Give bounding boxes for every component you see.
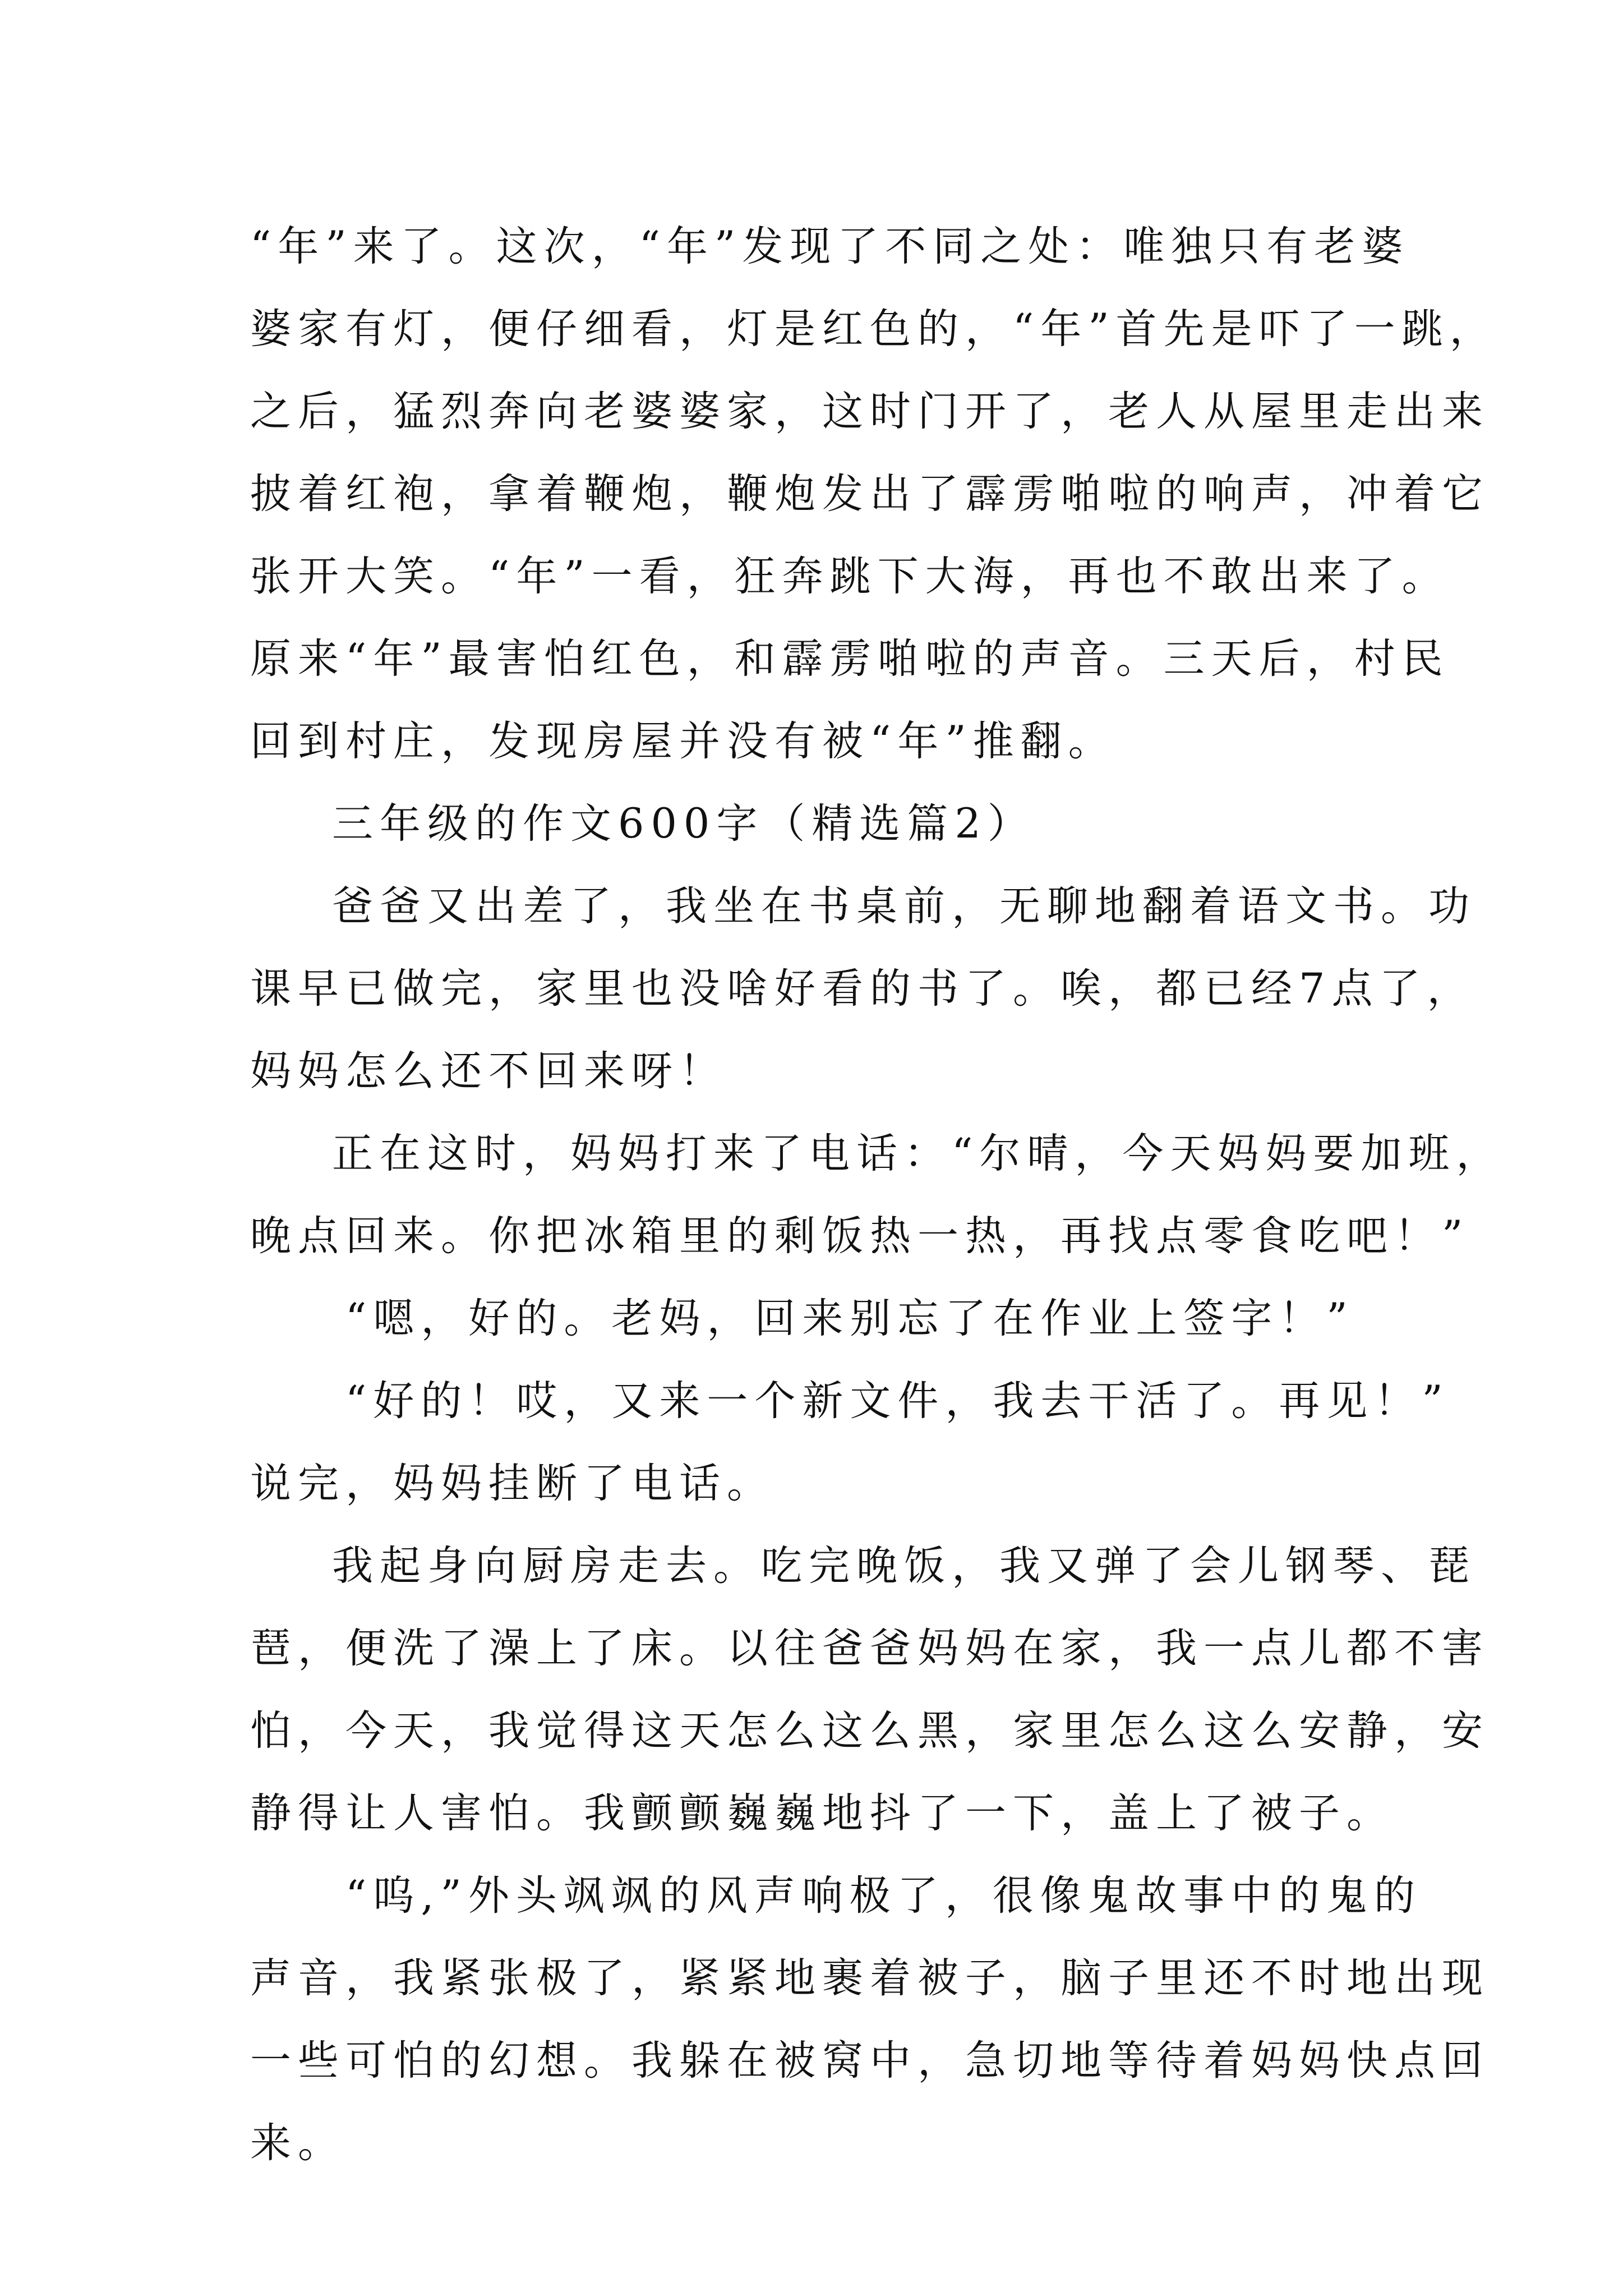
document-body <box>250 205 1504 2184</box>
text-line: 爸爸又出差了，我坐在书桌前，无聊地翻着语文书。功 <box>332 882 1476 930</box>
text-line: 声音，我紧张极了，紧紧地裹着被子，脑子里还不时地出现 <box>250 1954 1490 2002</box>
text-line: 怕，今天，我觉得这天怎么这么黑，家里怎么这么安静，安 <box>250 1707 1490 1755</box>
text-line: 一些可怕的幻想。我躲在被窝中，急切地等待着妈妈快点回 <box>250 2037 1490 2085</box>
text-line: 来。 <box>250 2119 345 2167</box>
text-line: 正在这时，妈妈打来了电话：“尔晴，今天妈妈要加班， <box>332 1130 1504 1177</box>
text-line: “年”来了。这次，“年”发现了不同之处：唯独只有老婆 <box>250 223 1410 270</box>
text-line: 婆家有灯，便仔细看，灯是红色的，“年”首先是吓了一跳， <box>250 305 1497 353</box>
text-line: “好的！哎，又来一个新文件，我去干活了。再见！” <box>345 1377 1450 1425</box>
text-line: “嗯，好的。老妈，回来别忘了在作业上签字！” <box>345 1295 1354 1342</box>
text-line: 妈妈怎么还不回来呀！ <box>250 1047 727 1095</box>
text-line: 之后，猛烈奔向老婆婆家，这时门开了，老人从屋里走出来 <box>250 388 1490 435</box>
text-line: 原来“年”最害怕红色，和霹雳啪啦的声音。三天后，村民 <box>250 635 1450 683</box>
text-line: 课早已做完，家里也没啥好看的书了。唉，都已经7点了， <box>250 965 1475 1013</box>
text-line: 张开大笑。“年”一看，狂奔跳下大海，再也不敢出来了。 <box>250 553 1450 600</box>
text-line: 说完，妈妈挂断了电话。 <box>250 1460 774 1507</box>
text-line: 晚点回来。你把冰箱里的剩饭热一热，再找点零食吃吧！” <box>250 1212 1470 1260</box>
text-line: 琶，便洗了澡上了床。以往爸爸妈妈在家，我一点儿都不害 <box>250 1625 1490 1672</box>
text-line: 披着红袍，拿着鞭炮，鞭炮发出了霹雳啪啦的响声，冲着它 <box>250 470 1490 518</box>
text-line: 我起身向厨房走去。吃完晚饭，我又弹了会儿钢琴、琵 <box>332 1542 1476 1590</box>
section-heading: 三年级的作文600字（精选篇2） <box>332 800 1035 848</box>
text-line: 静得让人害怕。我颤颤巍巍地抖了一下，盖上了被子。 <box>250 1789 1394 1837</box>
text-line: 回到村庄，发现房屋并没有被“年”推翻。 <box>250 717 1116 765</box>
text-line: “呜,”外头飒飒的风声响极了，很像鬼故事中的鬼的 <box>345 1872 1422 1920</box>
